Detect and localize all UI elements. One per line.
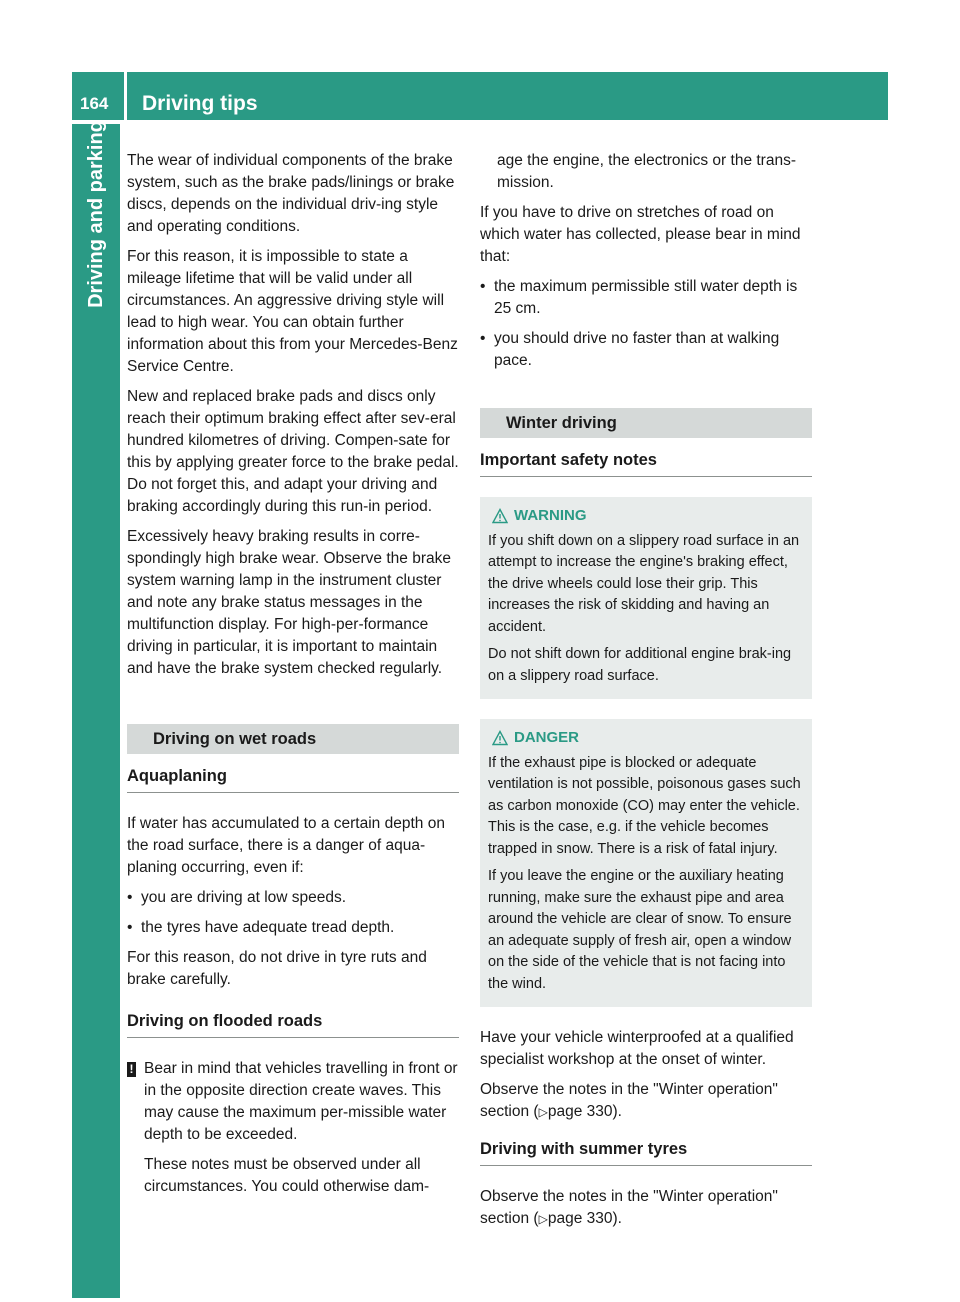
subheading-summer-tyres: Driving with summer tyres — [480, 1137, 812, 1166]
paragraph-heavy-braking: Excessively heavy braking results in corre-spondingly high brake wear. Observe the brake system warning lamp in the instrument cluster and note any brake status messages in the multifunction display. For high-per-formance driving in particular, it is important to maintain and have the brake system checked regularly. — [127, 528, 451, 677]
page-reference-link[interactable]: page 330). — [547, 1103, 622, 1120]
warning-header — [492, 505, 804, 527]
warning-title: WARNING — [514, 507, 587, 524]
bullet-item: • the tyres have adequate tread depth. — [127, 917, 459, 939]
danger-header — [492, 727, 804, 749]
section-heading-wet-roads: Driving on wet roads — [127, 724, 459, 754]
reference-text: Observe the notes in the "Winter operation" section ( — [480, 1081, 778, 1120]
side-label — [72, 120, 120, 308]
danger-box — [480, 719, 812, 1007]
paragraph-mileage: For this reason, it is impossible to state a mileage lifetime that will be valid under all circumstances. An aggressive driving style will lead to high wear. You can obtain further information about this from your Mercedes-Benz Service Centre. — [127, 248, 458, 375]
note-continuation: age the engine, the electronics or the trans-mission. — [497, 152, 796, 191]
note-text: Bear in mind that vehicles travelling in front or in the opposite direction create waves. This may cause the maximum per-missible water depth to be exceeded. — [144, 1060, 458, 1143]
page-reference-arrow-icon: ▷ — [538, 1105, 548, 1119]
subheading-aquaplaning: Aquaplaning — [127, 764, 459, 793]
page-number: 164 — [80, 94, 109, 113]
header-divider — [124, 72, 127, 120]
bullet-item: • the maximum permissible still water depth is 25 cm. — [480, 276, 812, 320]
bullet-item: • you are driving at low speeds. — [127, 887, 459, 909]
warning-triangle-icon — [492, 730, 508, 746]
warning-text: Do not shift down for additional engine brak-ing on a slippery road surface. — [488, 646, 792, 684]
danger-text: If you leave the engine or the auxiliary heating running, make sure the exhaust pipe and area around the vehicle are clear of snow. To ensure an adequate supply of fresh air, open a window on the side of the vehicle that is not facing into the wind. — [488, 868, 792, 992]
danger-text: If the exhaust pipe is blocked or adequate ventilation is not possible, poisonous gases such as carbon monoxide (CO) may enter the vehicle. This is the case, e.g. if the vehicle becomes trapped in snow. There is a risk of fatal injury. — [488, 754, 801, 857]
warning-triangle-icon — [492, 508, 508, 524]
paragraph-brake-wear: The wear of individual components of the brake system, such as the brake pads/linings or brake discs, depends on the individual driv-ing style and operating conditions. — [127, 152, 455, 235]
paragraph-summer-reference — [480, 1186, 812, 1230]
page-reference-arrow-icon: ▷ — [538, 1212, 548, 1226]
reference-text: Observe the notes in the "Winter operation" section ( — [480, 1188, 778, 1227]
paragraph-winter-reference — [480, 1079, 812, 1123]
paragraph-aquaplaning-outro: For this reason, do not drive in tyre ruts and brake carefully. — [127, 949, 427, 988]
danger-title: DANGER — [514, 729, 580, 746]
bullet-item: • you should drive no faster than at walking pace. — [480, 328, 812, 372]
paragraph-winterproof: Have your vehicle winterproofed at a qualified specialist workshop at the onset of winter. — [480, 1029, 794, 1068]
side-label-text: Driving and parking — [85, 120, 107, 308]
subheading-safety-notes: Important safety notes — [480, 448, 812, 477]
subheading-flooded-roads: Driving on flooded roads — [127, 1009, 459, 1038]
left-column — [127, 150, 459, 1206]
right-column — [480, 150, 812, 1238]
exclamation-icon: ! — [127, 1062, 136, 1077]
warning-text: If you shift down on a slippery road surface in an attempt to increase the engine's braking effect, the drive wheels could lose their grip. This increases the risk of skidding and having an accident. — [488, 532, 800, 635]
paragraph-aquaplaning-intro: If water has accumulated to a certain depth on the road surface, there is a danger of aqua-planing occurring, even if: — [127, 815, 445, 876]
page-reference-link[interactable]: page 330). — [547, 1210, 622, 1227]
page-title: Driving tips — [142, 92, 258, 115]
material-damage-note — [127, 1058, 459, 1198]
section-heading-winter-driving: Winter driving — [480, 408, 812, 438]
paragraph-flooded-intro: If you have to drive on stretches of road on which water has collected, please bear in mind that: — [480, 204, 801, 265]
note-text: These notes must be observed under all circumstances. You could otherwise dam- — [144, 1156, 430, 1195]
warning-box — [480, 497, 812, 699]
paragraph-run-in: New and replaced brake pads and discs only reach their optimum braking effect after sev-eral hundred kilometres of driving. Compen-sate for this by applying greater force to the brake pedal. Do not forget this, and adapt your driving and braking accordingly during this run-in period. — [127, 388, 459, 515]
